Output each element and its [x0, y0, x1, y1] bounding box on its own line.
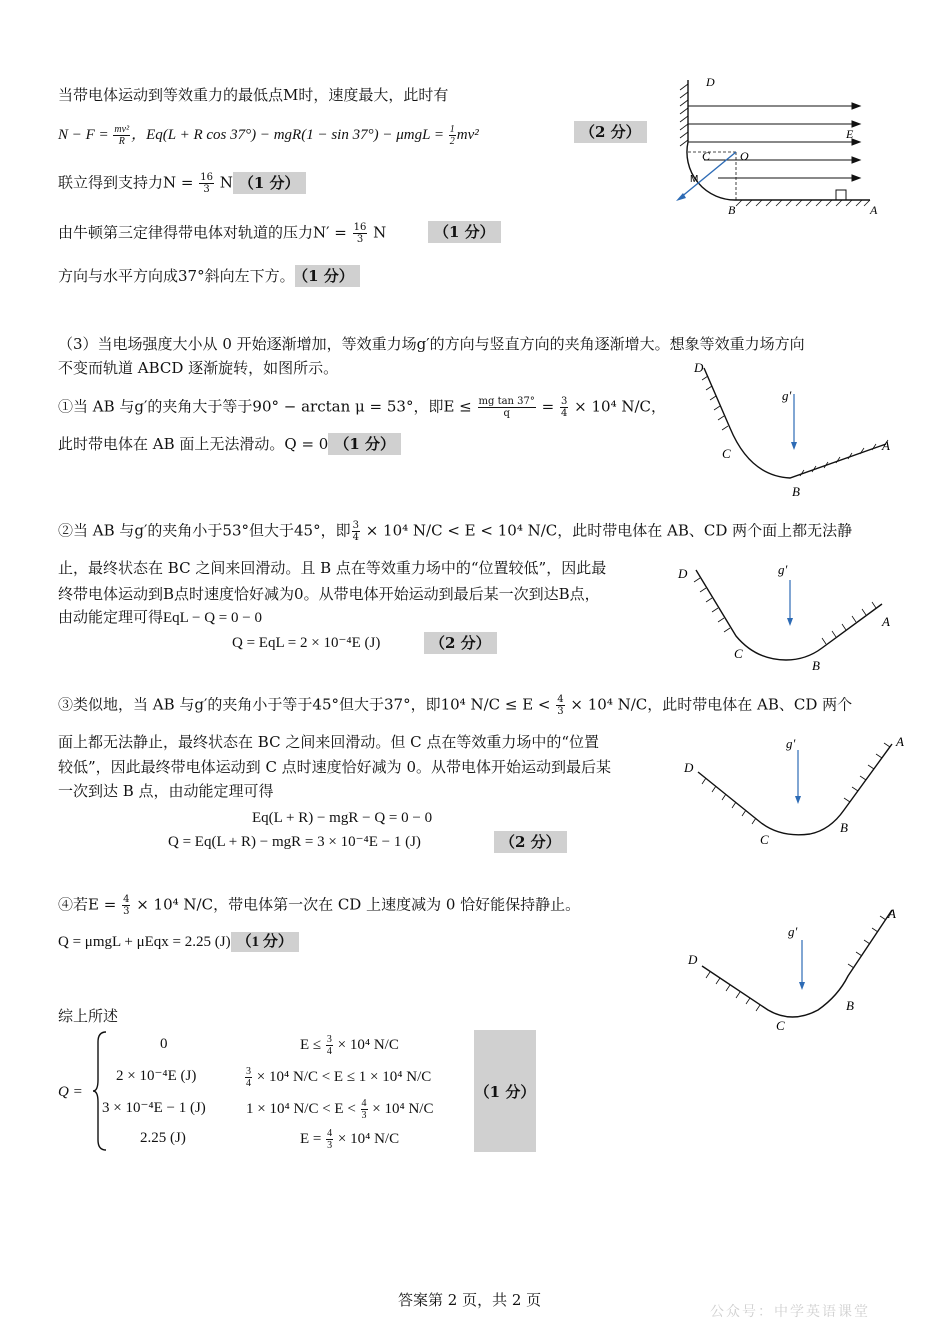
score-badge: （1 分）	[474, 1030, 536, 1152]
label-D: D	[694, 360, 704, 375]
score-badge: （2 分）	[574, 121, 647, 143]
label-M: M	[690, 174, 699, 185]
figure-rotated-track-4	[682, 900, 912, 1035]
text-line	[58, 396, 666, 419]
frac-num: 16	[200, 172, 213, 183]
text-line	[58, 172, 306, 195]
text-line	[168, 832, 421, 852]
pw-value: 0	[160, 1036, 168, 1052]
pw-value: 2 × 10⁻⁴E (J)	[116, 1068, 197, 1084]
frac-den: 3	[327, 1140, 333, 1151]
watermark: 公众号：中学英语课堂	[710, 1304, 870, 1320]
frac-den: q	[503, 408, 510, 419]
text-part: ④若E =	[58, 895, 122, 914]
score-badge: （1 分）	[428, 221, 501, 243]
text-line	[58, 222, 386, 245]
label-B: B	[846, 998, 854, 1013]
frac-den: 3	[361, 1110, 367, 1121]
frac-den: 2	[449, 136, 455, 147]
frac-den: 4	[246, 1078, 251, 1089]
text-part: 联立得到支持力N =	[58, 173, 199, 192]
text-part: × 10⁴ N/C，此时带电体在 AB、CD 两个	[565, 695, 853, 714]
text-line: 一次到达 B 点，由动能定理可得	[58, 782, 274, 800]
frac-den: 4	[352, 532, 359, 543]
page-footer: 答案第 2 页，共 2 页	[398, 1291, 542, 1309]
frac-den: 4	[561, 408, 568, 419]
text-part: × 10⁴ N/C < E < 10⁴ N/C，此时带电体在 AB、CD 两个面上都无法静	[360, 521, 853, 540]
text-part: N	[368, 223, 387, 242]
label-D: D	[688, 952, 698, 967]
text-part: × 10⁴ N/C，	[569, 397, 667, 416]
label-O: O	[740, 149, 749, 163]
text-part: =	[536, 397, 559, 416]
brace-icon	[92, 1030, 108, 1152]
label-C: C	[760, 832, 769, 847]
text-line	[232, 633, 380, 653]
frac-num: 3	[326, 1034, 332, 1045]
text-line	[58, 434, 401, 454]
text-line	[58, 932, 299, 952]
eq-part: N − F =	[58, 126, 113, 143]
label-B: B	[812, 658, 820, 673]
frac-num: 16	[353, 222, 367, 233]
frac-num: 1	[449, 124, 455, 135]
text-part: 此时带电体在 AB 面上无法滑动。Q = 0	[58, 435, 329, 453]
text-part: Q = EqL = 2 × 10⁻⁴E (J)	[232, 635, 381, 651]
text-part: Q = Eq(L + R) − mgR = 3 × 10⁻⁴E − 1 (J)	[168, 834, 421, 850]
frac-num: 3	[561, 396, 568, 407]
pw-cond	[246, 1098, 433, 1121]
label-D: D	[678, 566, 688, 581]
label-C: C	[702, 149, 711, 163]
text-part: × 10⁴ N/C	[333, 1036, 399, 1053]
text-part: × 10⁴ N/C，带电体第一次在 CD 上速度减为 0 恰好能保持静止。	[131, 895, 581, 914]
figure-rotated-track-1	[690, 358, 900, 503]
text-part: E ≤	[300, 1036, 325, 1053]
text-line: 不变而轨道 ABCD 逐渐旋转，如图所示。	[58, 359, 339, 377]
text-line: 当带电体运动到等效重力的最低点M时，速度最大，此时有	[58, 86, 449, 104]
pw-value: 3 × 10⁻⁴E − 1 (J)	[102, 1100, 206, 1116]
score-badge: （2 分）	[424, 632, 497, 654]
frac-den: R	[118, 136, 125, 147]
text-part: E =	[300, 1130, 326, 1147]
frac-num: mg tan 37°	[478, 396, 535, 407]
label-D: D	[684, 760, 694, 775]
label-A: A	[896, 734, 904, 749]
text-line	[58, 266, 360, 286]
text-line: Eq(L + R) − mgR − Q = 0 − 0	[252, 810, 433, 826]
label-C: C	[722, 446, 731, 461]
label-D: D	[706, 75, 715, 89]
label-g: g′	[782, 388, 792, 403]
frac-den: 4	[326, 1046, 332, 1057]
text-line: 面上都无法静止，最终状态在 BC 之间来回滑动。但 C 点在等效重力场中的“位置	[58, 733, 599, 751]
text-part: ③类似地，当 AB 与g′的夹角小于等于45°但大于37°，即10⁴ N/C ≤ E <	[58, 695, 556, 714]
pw-cond	[300, 1128, 399, 1151]
label-C: C	[776, 1018, 785, 1033]
text-line	[58, 894, 580, 917]
frac-num: 4	[327, 1128, 333, 1139]
score-badge: （1 分）	[231, 932, 299, 952]
eq-part: mv²	[456, 126, 479, 143]
q-label: Q =	[58, 1084, 83, 1100]
text-line: 止，最终状态在 BC 之间来回滑动。且 B 点在等效重力场中的“位置较低”，因此最	[58, 559, 607, 577]
score-badge: （1 分）	[233, 172, 306, 194]
text-part: N	[214, 173, 233, 192]
text-part: 方向与水平方向成37°斜向左下方。	[58, 267, 295, 285]
label-A: A	[888, 906, 896, 921]
text-part: 1 × 10⁴ N/C < E <	[246, 1100, 360, 1117]
text-part: × 10⁴ N/C < E ≤ 1 × 10⁴ N/C	[253, 1068, 432, 1085]
text-part: × 10⁴ N/C	[368, 1100, 434, 1117]
text-part: × 10⁴ N/C	[334, 1130, 400, 1147]
score-badge: （1 分）	[295, 265, 360, 287]
label-A: A	[882, 614, 890, 629]
frac-num: 4	[123, 894, 130, 905]
text-line: 较低”，因此最终带电体运动到 C 点时速度恰好减为 0。从带电体开始运动到最后某	[58, 758, 611, 776]
frac-num: 3	[352, 520, 359, 531]
label-g: g′	[788, 924, 798, 939]
equation-line	[58, 124, 479, 147]
label-E: E	[846, 127, 854, 141]
frac-den: 3	[557, 706, 564, 717]
frac-den: 3	[123, 906, 130, 917]
figure-rotated-track-2	[676, 556, 896, 676]
frac-num: 3	[246, 1066, 251, 1077]
figure-track-field	[670, 72, 890, 222]
frac-num: mv²	[114, 124, 130, 135]
label-B: B	[792, 484, 800, 499]
text-line: 由动能定理可得EqL − Q = 0 − 0	[58, 610, 262, 626]
pw-cond	[300, 1034, 399, 1057]
text-line	[58, 520, 852, 543]
text-part: Q = μmgL + μEqx = 2.25 (J)	[58, 934, 231, 950]
text-part: ②当 AB 与g′的夹角小于53°但大于45°，即	[58, 521, 351, 540]
label-C: C	[734, 646, 743, 661]
text-part: ①当 AB 与g′的夹角大于等于90° − arctan μ = 53°，即E ≤	[58, 397, 477, 416]
label-A: A	[870, 203, 878, 217]
frac-num: 4	[557, 694, 564, 705]
text-line: 综上所述	[58, 1007, 119, 1025]
pw-cond	[244, 1066, 431, 1089]
label-B: B	[728, 203, 736, 217]
label-B: B	[840, 820, 848, 835]
frac-den: 3	[203, 184, 210, 195]
label-A: A	[882, 438, 890, 453]
frac-num: 4	[361, 1098, 367, 1109]
figure-rotated-track-3	[680, 730, 910, 855]
text-part: 由牛顿第三定律得带电体对轨道的压力N′ =	[58, 223, 352, 242]
score-badge: （2 分）	[494, 831, 567, 853]
label-g: g′	[778, 562, 788, 577]
label-g: g′	[786, 736, 796, 751]
frac-den: 3	[356, 234, 364, 245]
pw-value: 2.25 (J)	[140, 1130, 186, 1146]
eq-part: ，Eq(L + R cos 37°) − mgR(1 − sin 37°) − μmgL =	[131, 126, 448, 143]
score-badge: （1 分）	[328, 433, 401, 455]
text-line	[58, 694, 852, 717]
text-line: 终带电体运动到B点时速度恰好减为0。从带电体开始运动到最后某一次到达B点，	[58, 585, 600, 603]
piecewise-function	[56, 1030, 546, 1152]
text-line: （3）当电场强度大小从 0 开始逐渐增加，等效重力场g′的方向与竖直方向的夹角逐渐增大。想象等效重力场方向	[58, 335, 805, 353]
